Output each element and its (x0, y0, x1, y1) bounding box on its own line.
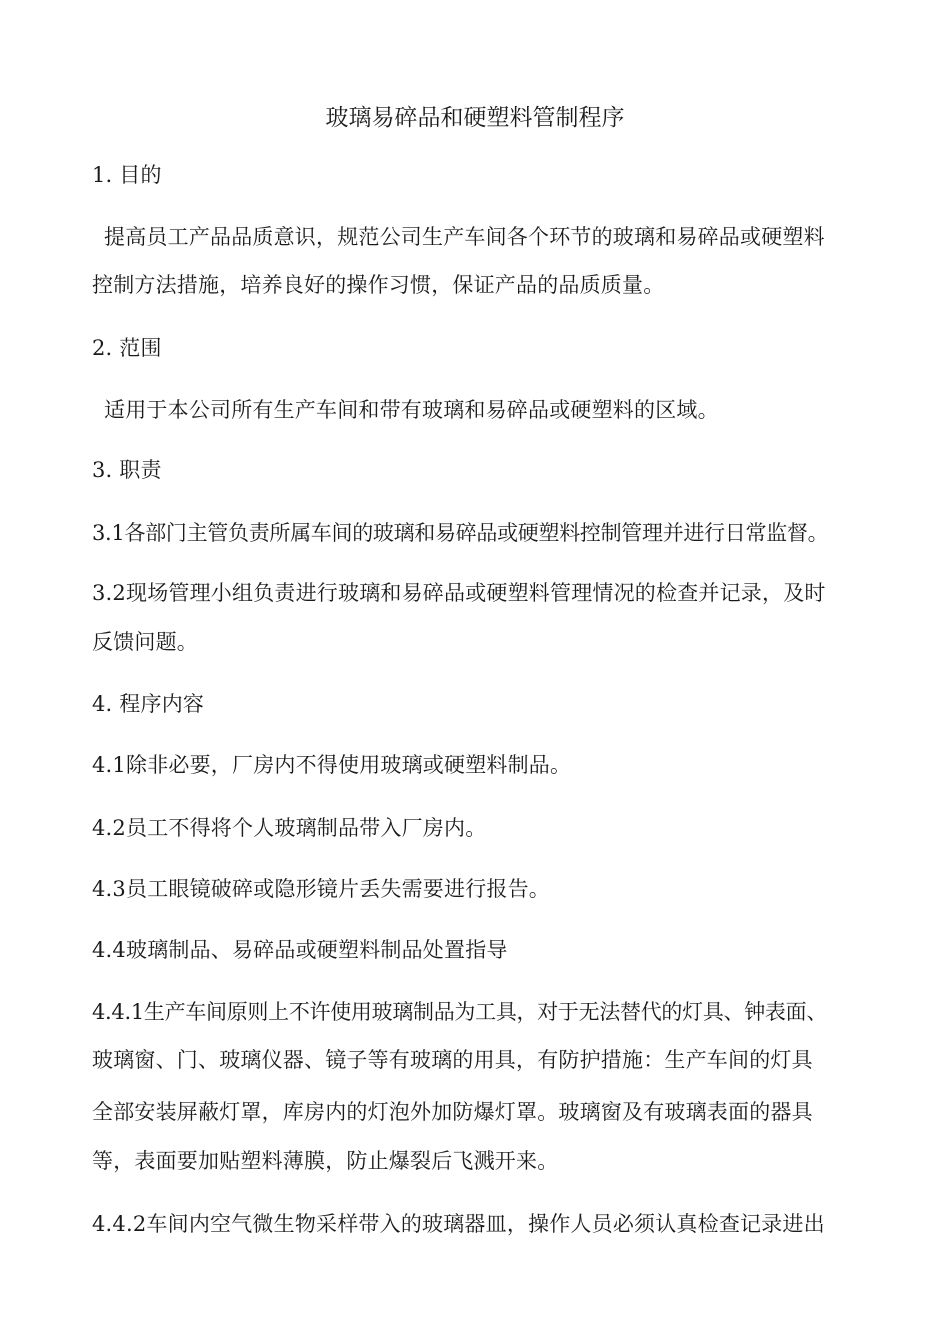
paragraph-line: 3.2现场管理小组负责进行玻璃和易碎品或硬塑料管理情况的检查并记录，及时 (92, 581, 826, 605)
paragraph-line: 适用于本公司所有生产车间和带有玻璃和易碎品或硬塑料的区域。 (104, 398, 719, 422)
paragraph-line: 3.1各部门主管负责所属车间的玻璃和易碎品或硬塑料控制管理并进行日常监督。 (92, 521, 829, 545)
paragraph-line: 4.4.2车间内空气微生物采样带入的玻璃器皿，操作人员必须认真检查记录进出 (92, 1212, 825, 1236)
section-heading-responsibility: 3. 职责 (92, 458, 162, 482)
document-title: 玻璃易碎品和硬塑料管制程序 (325, 105, 625, 131)
paragraph-line: 全部安装屏蔽灯罩，库房内的灯泡外加防爆灯罩。玻璃窗及有玻璃表面的器具 (92, 1100, 813, 1124)
paragraph-line: 等，表面要加贴塑料薄膜，防止爆裂后飞溅开来。 (92, 1149, 559, 1173)
paragraph-line: 4.4.1生产车间原则上不许使用玻璃制品为工具，对于无法替代的灯具、钟表面、 (92, 1000, 828, 1024)
section-heading-purpose: 1. 目的 (92, 163, 162, 187)
paragraph-line: 控制方法措施，培养良好的操作习惯，保证产品的品质质量。 (92, 273, 665, 297)
section-heading-scope: 2. 范围 (92, 336, 162, 360)
paragraph-line: 4.2员工不得将个人玻璃制品带入厂房内。 (92, 816, 487, 840)
section-heading-procedure: 4. 程序内容 (92, 692, 205, 716)
paragraph-line: 玻璃窗、门、玻璃仪器、镜子等有玻璃的用具，有防护措施：生产车间的灯具 (92, 1048, 813, 1072)
paragraph-line: 4.1除非必要，厂房内不得使用玻璃或硬塑料制品。 (92, 753, 572, 777)
paragraph-line: 4.3员工眼镜破碎或隐形镜片丢失需要进行报告。 (92, 877, 550, 901)
paragraph-line: 4.4玻璃制品、易碎品或硬塑料制品处置指导 (92, 938, 508, 962)
paragraph-line: 反馈问题。 (92, 630, 198, 654)
paragraph-line: 提高员工产品品质意识，规范公司生产车间各个环节的玻璃和易碎品或硬塑料 (104, 225, 825, 249)
